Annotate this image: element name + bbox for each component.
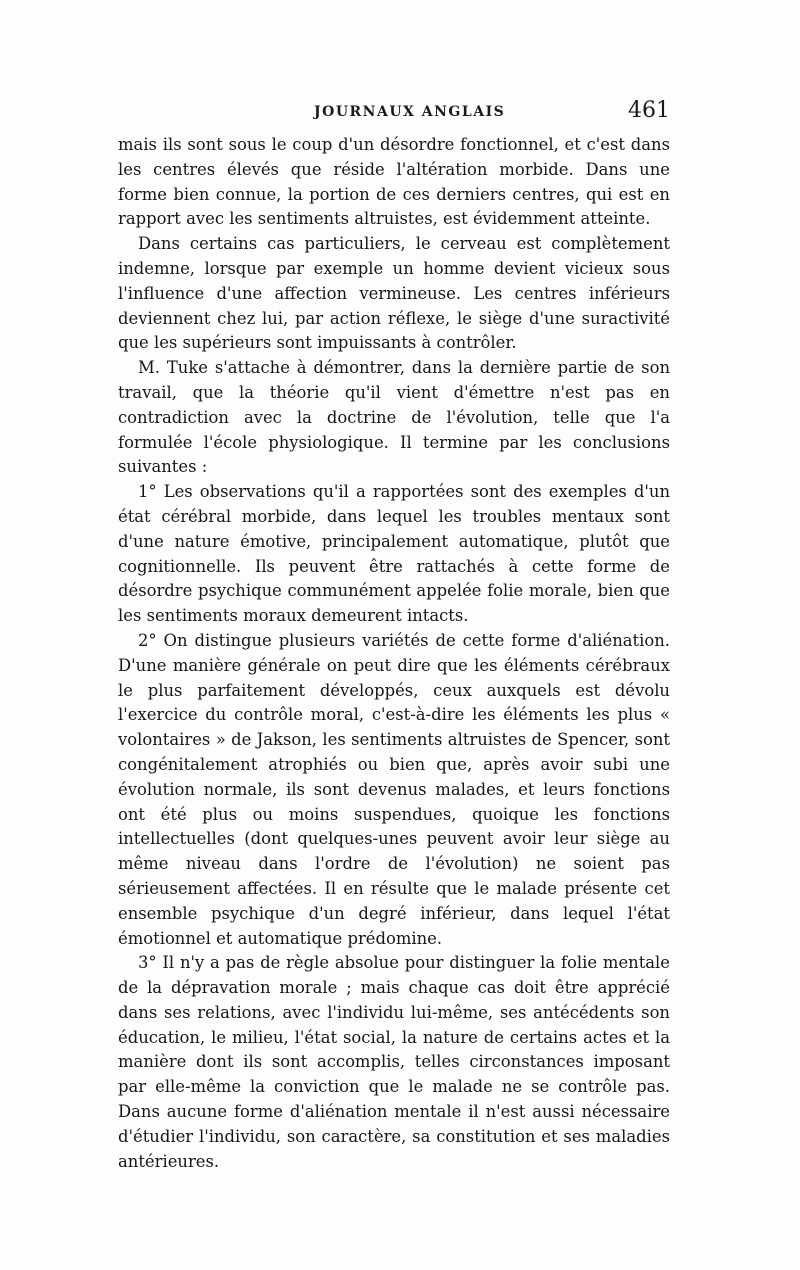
page-number: 461	[628, 98, 670, 123]
paragraph-2: Dans certains cas particuliers, le cerveau est complètement indemne, lorsque par exemple un homme devient vicieux sous l'influence d'une affection vermineuse. Les centres inférieurs deviennent chez lui, par action réflexe, le siège d'une suractivité que les supérieurs sont impuissants à contrôler.	[118, 234, 670, 353]
paragraph-3: M. Tuke s'attache à démontrer, dans la dernière partie de son travail, que la théorie qu'il vient d'émettre n'est pas en contradiction avec la doctrine de l'évolution, telle que l'a formulée l'école physiologique. Il termine par les conclusions suivantes :	[118, 358, 670, 477]
paragraph-6: 3° Il n'y a pas de règle absolue pour distinguer la folie mentale de la dépravation morale ; mais chaque cas doit être apprécié dans ses relations, avec l'individu lui-même, ses antécédents son éducation, le milieu, l'état social, la nature de certains actes et la manière dont ils sont accomplis, telles circonstances imposant par elle-même la conviction que le malade ne se contrôle pas. Dans aucune forme d'aliénation mentale il n'est aussi nécessaire d'étudier l'individu, son caractère, sa constitution et ses maladies antérieures.	[118, 953, 670, 1171]
paragraph-4: 1° Les observations qu'il a rapportées sont des exemples d'un état cérébral morbide, dans lequel les troubles mentaux sont d'une nature émotive, principalement automatique, plutôt que cognitionnelle. Ils peuvent être rattachés à cette forme de désordre psychique communément appelée folie morale, bien que les sentiments moraux demeurent intacts.	[118, 482, 670, 626]
running-title: JOURNAUX ANGLAIS	[314, 104, 506, 120]
paragraph-5: 2° On distingue plusieurs variétés de cette forme d'aliénation. D'une manière générale on peut dire que les éléments cérébraux le plus parfaitement développés, ceux auxquels est dévolu l'exercice du contrôle moral, c'est-à-dire les éléments les plus « volontaires » de Jakson, les sentiments altruistes de Spencer, sont congénitalement atrophiés ou bien que, après avoir subi une évolution normale, ils sont devenus malades, et leurs fonctions ont été plus ou moins suspendues, quoique les fonctions intellectuelles (dont quelques-unes peuvent avoir leur siège au même niveau dans l'ordre de l'évolution) ne soient pas sérieusement affectées. Il en résulte que le malade présente cet ensemble psychique d'un degré inférieur, dans lequel l'état émotionnel et automatique prédomine.	[118, 630, 670, 948]
paragraph-1: mais ils sont sous le coup d'un désordre fonctionnel, et c'est dans les centres élevés que réside l'altération morbide. Dans une forme bien connue, la portion de ces derniers centres, qui est en rapport avec les sentiments altruistes, est évidemment atteinte.	[118, 135, 670, 229]
page-header	[118, 98, 670, 128]
body-text	[118, 133, 670, 1174]
